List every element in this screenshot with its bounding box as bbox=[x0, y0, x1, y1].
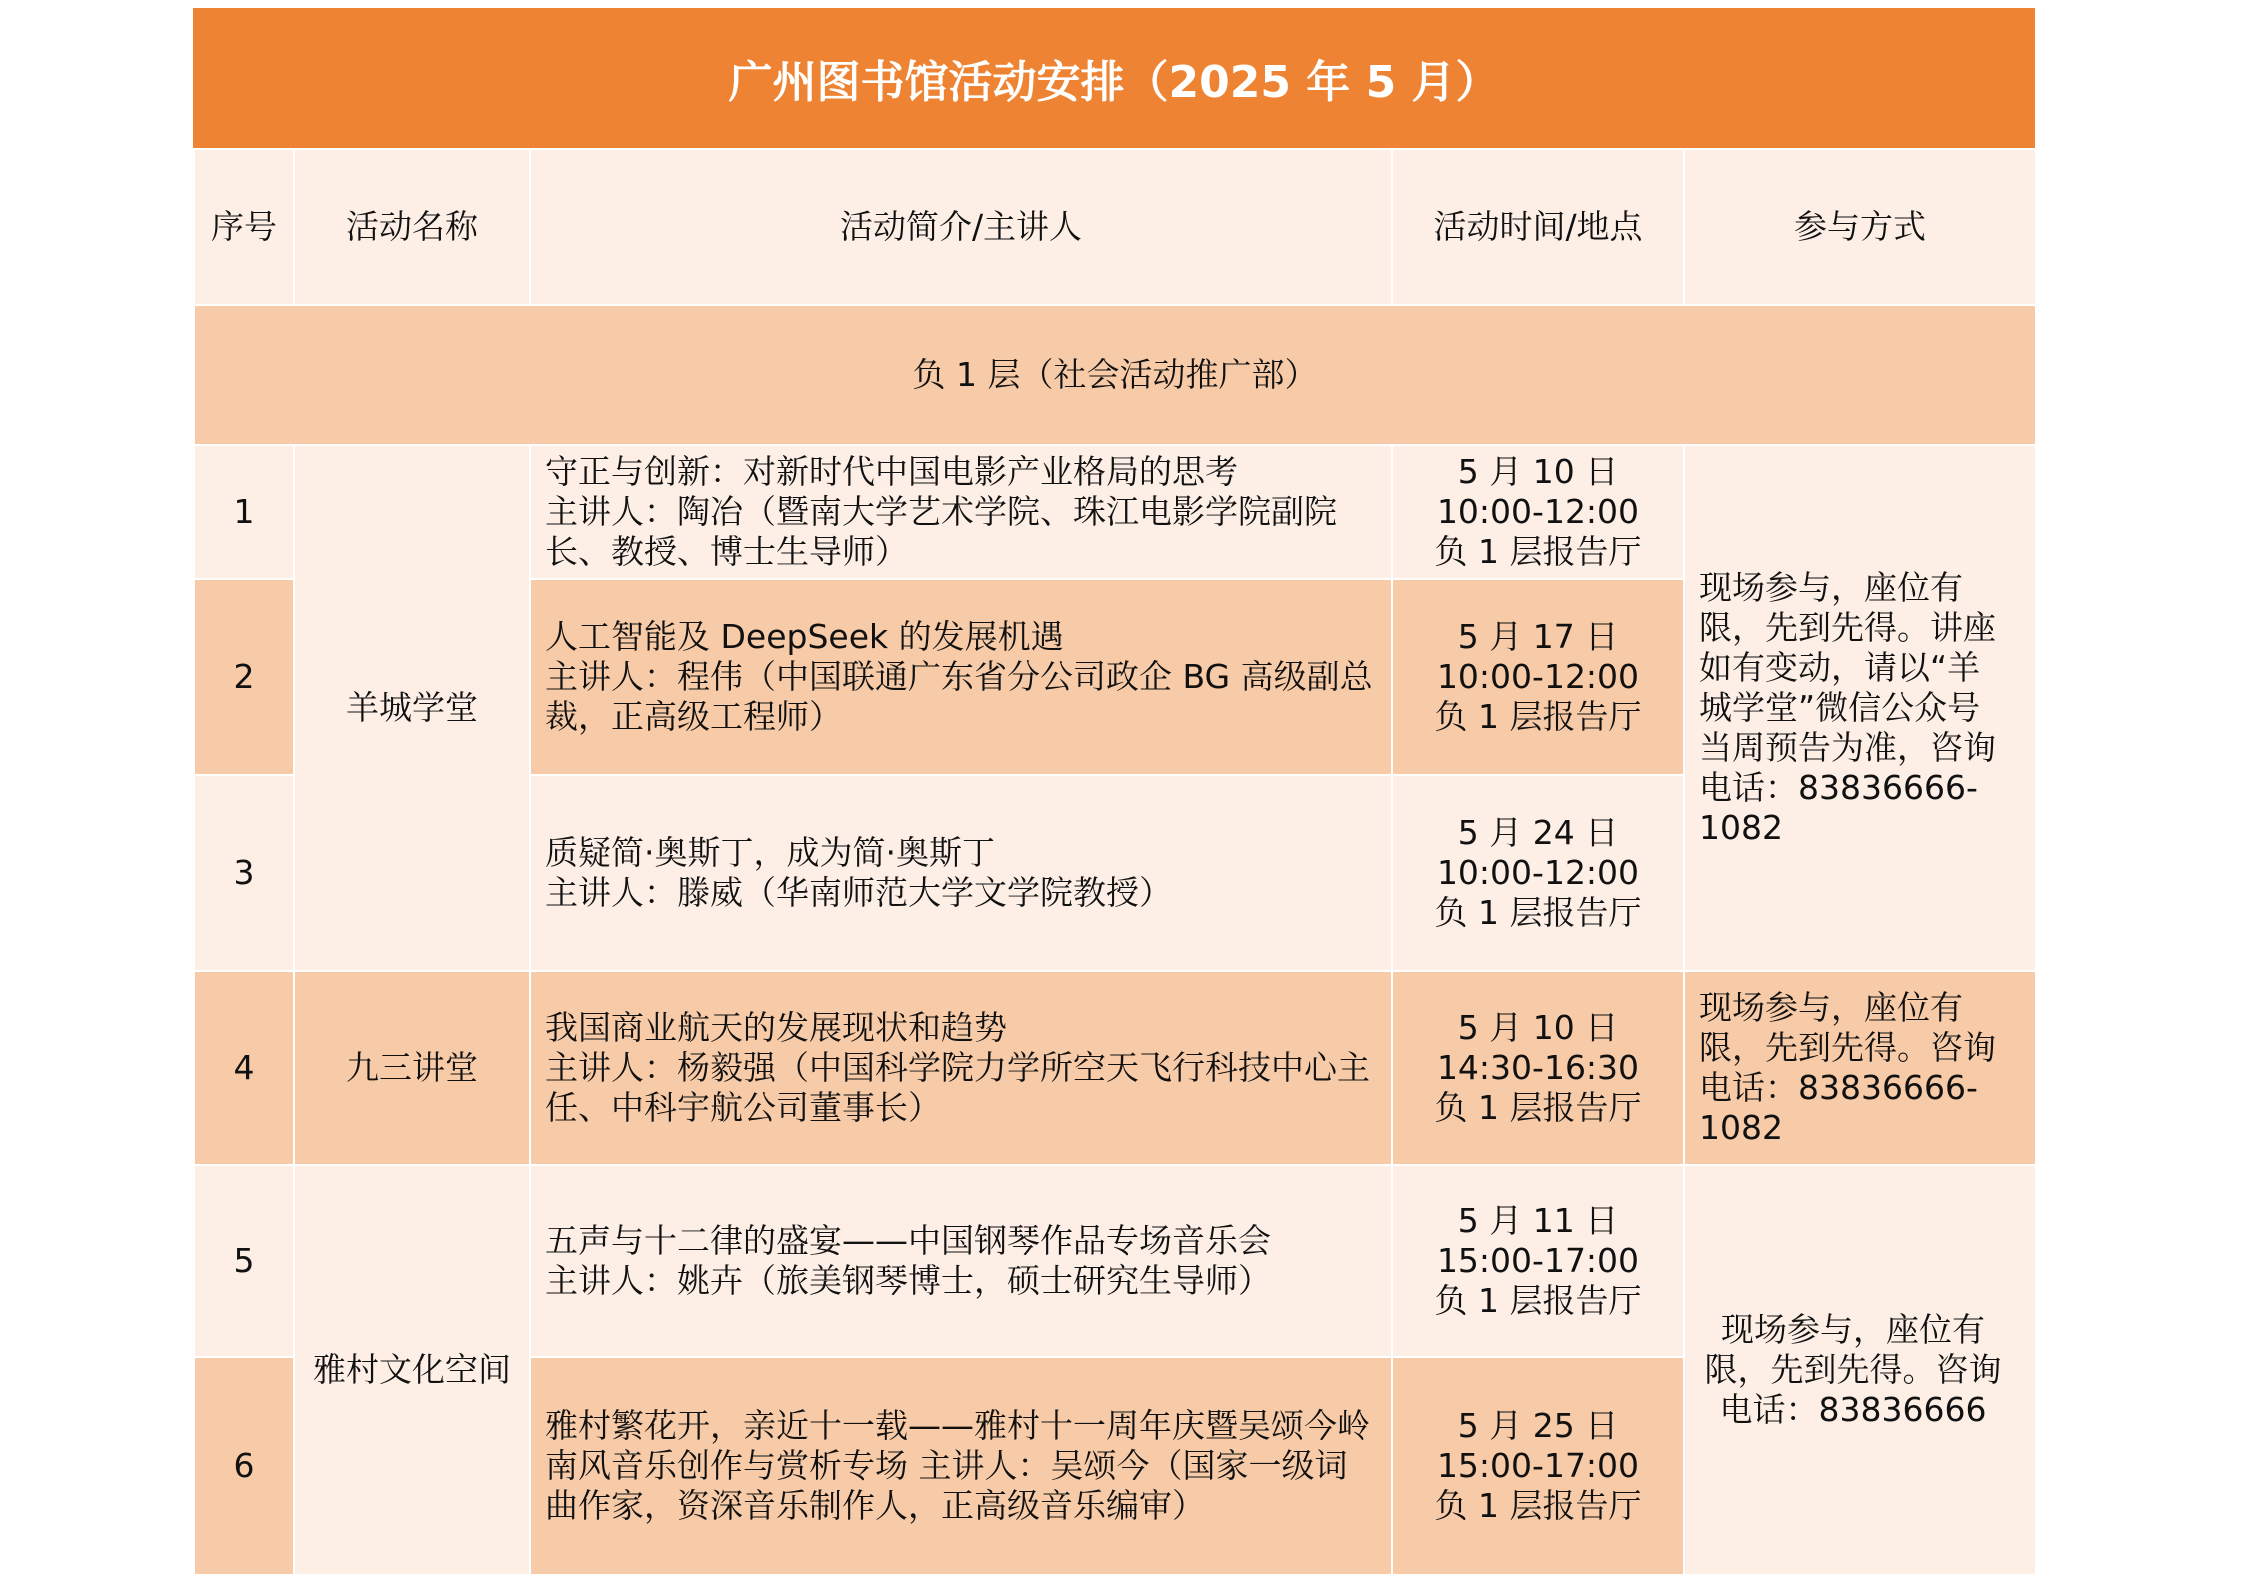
row-time-place bbox=[1392, 775, 1684, 971]
row-date: 5 月 17 日 bbox=[1457, 617, 1619, 656]
row-place: 负 1 层报告厅 bbox=[1434, 532, 1642, 571]
row-intro bbox=[530, 971, 1392, 1165]
row-name: 九三讲堂 bbox=[294, 971, 530, 1165]
intro-speaker: 主讲人：姚卉（旅美钢琴博士，硕士研究生导师） bbox=[545, 1261, 1271, 1300]
header-num: 序号 bbox=[194, 149, 294, 305]
header-participation: 参与方式 bbox=[1684, 149, 2036, 305]
row-time-place bbox=[1392, 1165, 1684, 1357]
row-num: 4 bbox=[194, 971, 294, 1165]
row-time: 14:30-16:30 bbox=[1436, 1048, 1640, 1087]
row-num: 1 bbox=[194, 445, 294, 579]
intro-title: 质疑简·奥斯丁，成为简·奥斯丁 bbox=[545, 833, 995, 872]
row-num: 5 bbox=[194, 1165, 294, 1357]
row-date: 5 月 10 日 bbox=[1457, 452, 1619, 491]
row-place: 负 1 层报告厅 bbox=[1434, 1088, 1642, 1127]
intro-title: 我国商业航天的发展现状和趋势 bbox=[545, 1008, 1007, 1047]
header-intro: 活动简介/主讲人 bbox=[530, 149, 1392, 305]
row-place: 负 1 层报告厅 bbox=[1434, 893, 1642, 932]
row-place: 负 1 层报告厅 bbox=[1434, 697, 1642, 736]
row-time: 15:00-17:00 bbox=[1436, 1241, 1640, 1280]
row-time: 15:00-17:00 bbox=[1436, 1446, 1640, 1485]
row-date: 5 月 25 日 bbox=[1457, 1406, 1619, 1445]
intro-title: 守正与创新：对新时代中国电影产业格局的思考 bbox=[545, 452, 1238, 491]
row-intro bbox=[530, 775, 1392, 971]
schedule-table bbox=[193, 148, 2037, 1576]
intro-speaker: 主讲人：程伟（中国联通广东省分公司政企 BG 高级副总裁，正高级工程师） bbox=[545, 657, 1373, 736]
row-time: 10:00-12:00 bbox=[1436, 492, 1640, 531]
table-row bbox=[194, 445, 2036, 579]
row-intro bbox=[530, 1165, 1392, 1357]
row-time-place bbox=[1392, 971, 1684, 1165]
header-row bbox=[194, 149, 2036, 305]
row-num: 3 bbox=[194, 775, 294, 971]
schedule-sheet bbox=[193, 8, 2035, 1576]
intro-speaker: 主讲人：杨毅强（中国科学院力学所空天飞行科技中心主任、中科宇航公司董事长） bbox=[545, 1048, 1370, 1127]
row-time: 10:00-12:00 bbox=[1436, 853, 1640, 892]
row-date: 5 月 24 日 bbox=[1457, 813, 1619, 852]
row-intro bbox=[530, 445, 1392, 579]
row-time-place bbox=[1392, 579, 1684, 775]
row-place: 负 1 层报告厅 bbox=[1434, 1486, 1642, 1525]
row-intro bbox=[530, 579, 1392, 775]
row-num: 2 bbox=[194, 579, 294, 775]
table-row bbox=[194, 971, 2036, 1165]
intro-title: 五声与十二律的盛宴——中国钢琴作品专场音乐会 bbox=[545, 1221, 1271, 1260]
section-row bbox=[194, 305, 2036, 445]
row-time: 10:00-12:00 bbox=[1436, 657, 1640, 696]
row-participation: 现场参与，座位有限，先到先得。咨询电话：83836666 bbox=[1684, 1165, 2036, 1575]
row-place: 负 1 层报告厅 bbox=[1434, 1281, 1642, 1320]
section-label: 负 1 层（社会活动推广部） bbox=[194, 305, 2036, 445]
intro-title: 人工智能及 DeepSeek 的发展机遇 bbox=[545, 617, 1064, 656]
row-num: 6 bbox=[194, 1357, 294, 1575]
row-participation: 现场参与，座位有限，先到先得。咨询电话：83836666-1082 bbox=[1684, 971, 2036, 1165]
row-date: 5 月 11 日 bbox=[1457, 1201, 1619, 1240]
row-time-place bbox=[1392, 1357, 1684, 1575]
row-time-place bbox=[1392, 445, 1684, 579]
header-time-place: 活动时间/地点 bbox=[1392, 149, 1684, 305]
intro-speaker: 主讲人：陶冶（暨南大学艺术学院、珠江电影学院副院长、教授、博士生导师） bbox=[545, 492, 1337, 571]
row-name: 羊城学堂 bbox=[294, 445, 530, 971]
intro-speaker: 主讲人：滕威（华南师范大学文学院教授） bbox=[545, 873, 1172, 912]
row-intro: 雅村繁花开，亲近十一载——雅村十一周年庆暨吴颂今岭南风音乐创作与赏析专场 主讲人：吴颂今（国家一级词曲作家，资深音乐制作人，正高级音乐编审） bbox=[530, 1357, 1392, 1575]
row-name: 雅村文化空间 bbox=[294, 1165, 530, 1575]
header-name: 活动名称 bbox=[294, 149, 530, 305]
schedule-title: 广州图书馆活动安排（2025 年 5 月） bbox=[193, 8, 2035, 148]
row-participation: 现场参与，座位有限，先到先得。讲座如有变动，请以“羊城学堂”微信公众号当周预告为准，咨询电话：83836666-1082 bbox=[1684, 445, 2036, 971]
row-date: 5 月 10 日 bbox=[1457, 1008, 1619, 1047]
table-row bbox=[194, 1165, 2036, 1357]
